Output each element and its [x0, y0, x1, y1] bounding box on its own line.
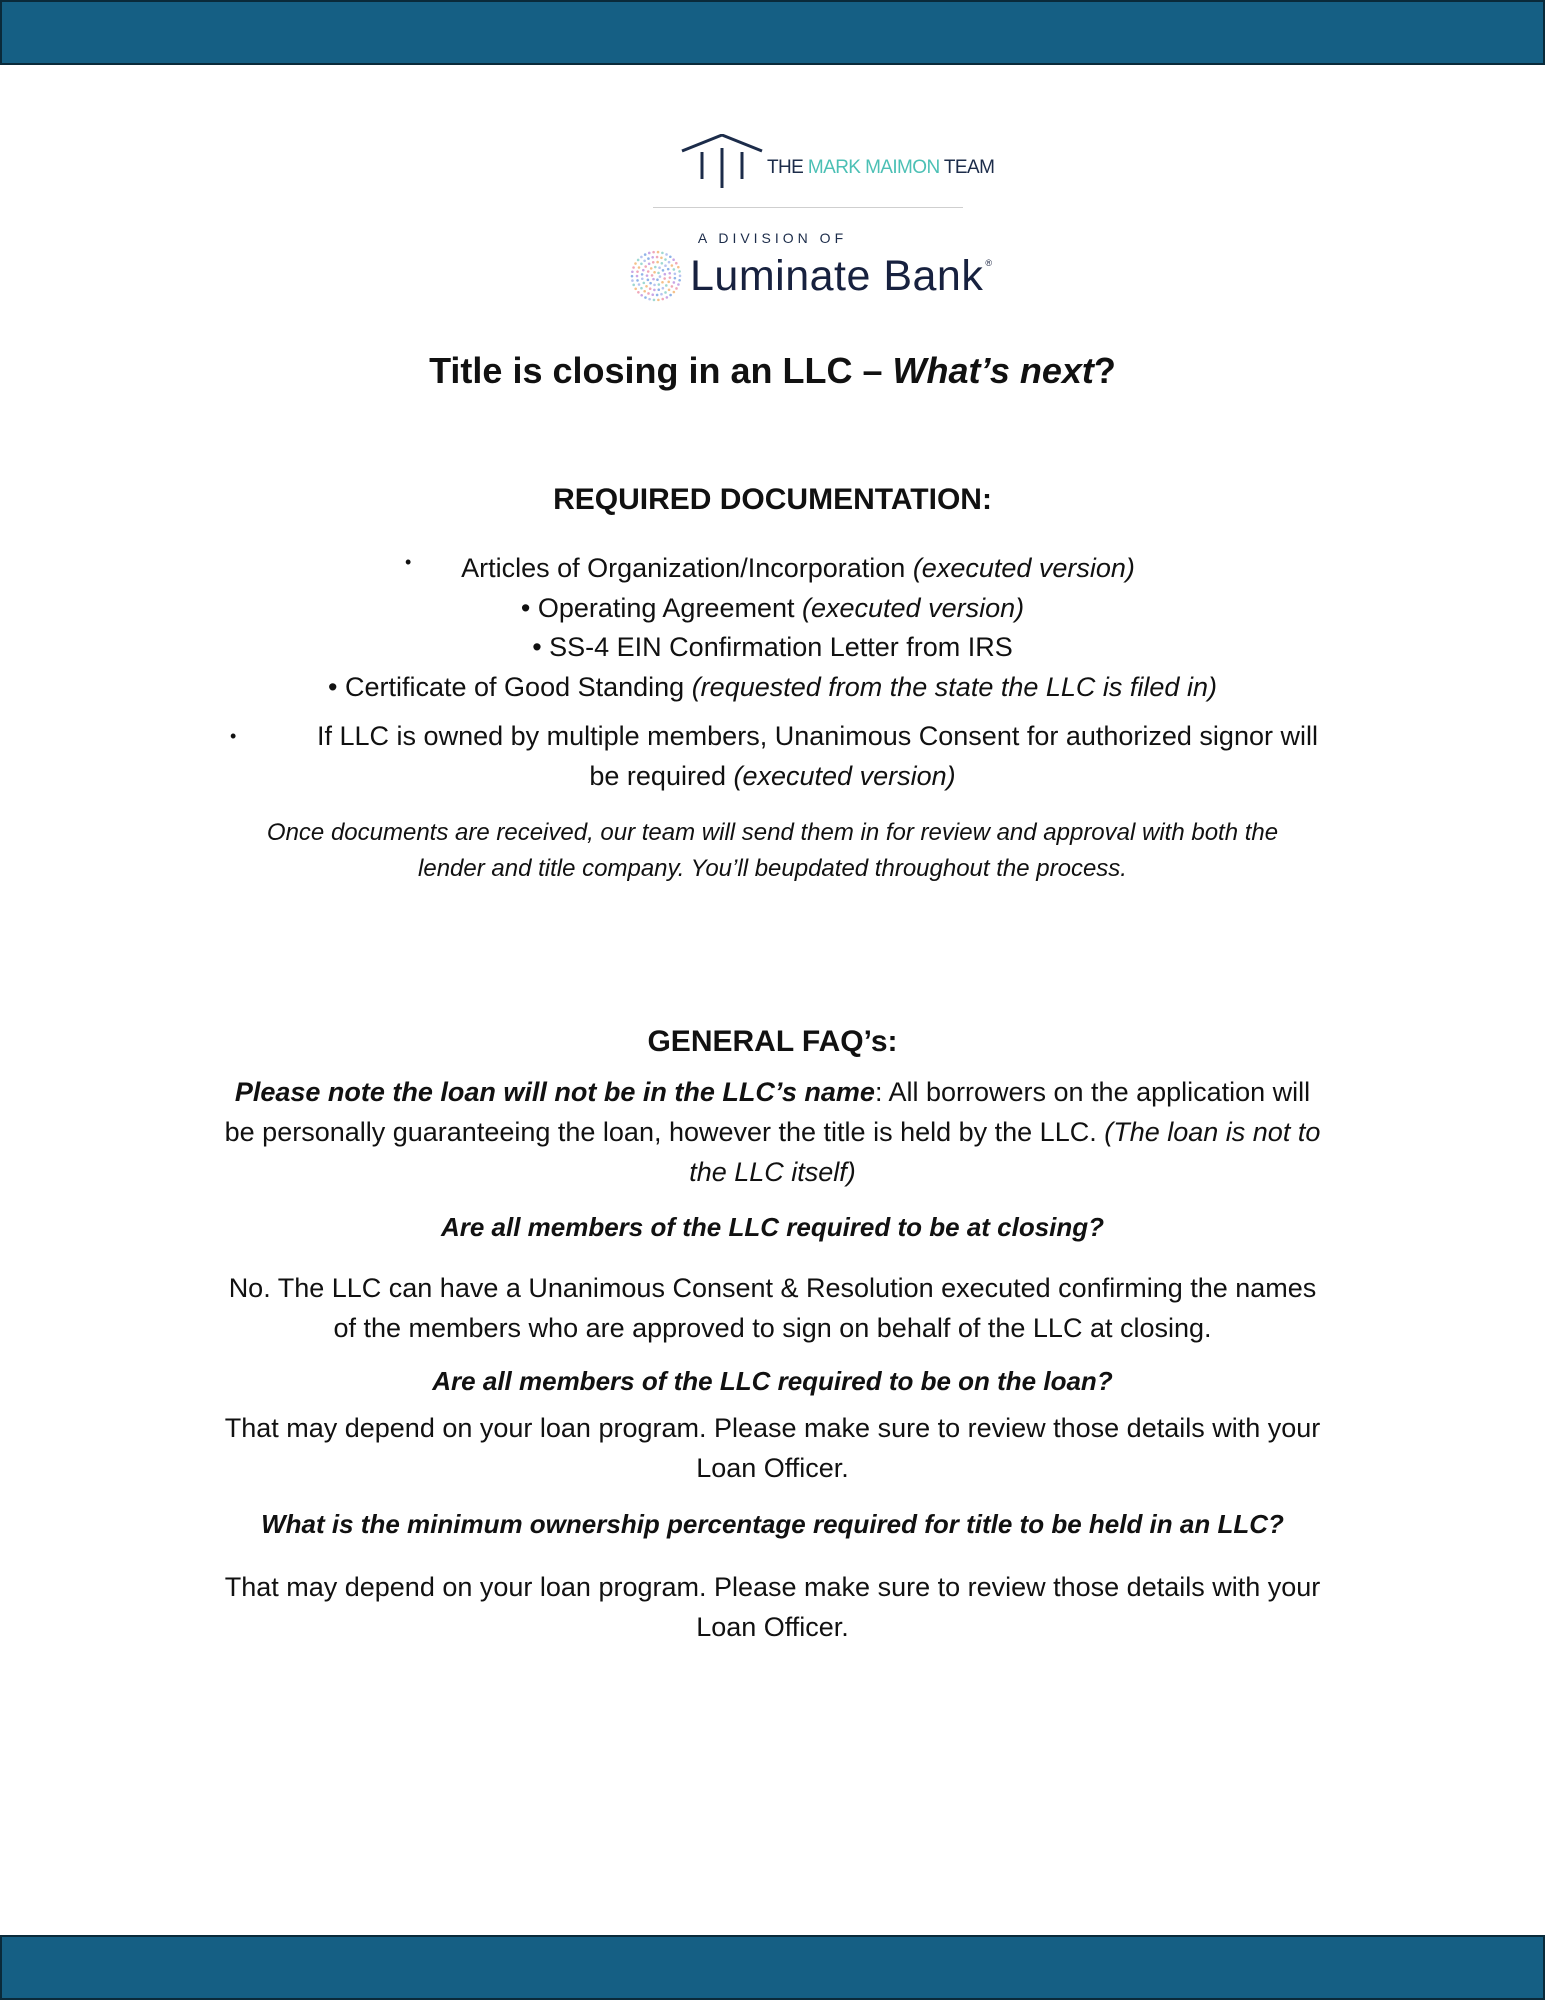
page-title: Title is closing in an LLC – What’s next?	[429, 350, 1116, 391]
doc-item-good-standing: • Certificate of Good Standing (requested from the state the LLC is filed in)	[328, 672, 1217, 702]
logo-block	[0, 128, 1545, 308]
faq-answer: That may depend on your loan program. Please make sure to review those details with your Loan Officer.	[224, 1572, 1321, 1642]
bullet-icon: •	[230, 726, 237, 746]
division-label: A DIVISION OF	[697, 230, 848, 246]
luminate-logo	[628, 248, 1008, 308]
team-wordmark: THE MARK MAIMON TEAM	[767, 157, 995, 178]
logo-divider	[653, 207, 963, 208]
faq-intro: Please note the loan will not be in the LLC’s name: All borrowers on the application will be personally guaranteeing the loan, however the title is held by the LLC. (The loan is not to the LLC itself)	[224, 1077, 1321, 1187]
required-heading: REQUIRED DOCUMENTATION:	[553, 483, 992, 516]
bottom-banner	[0, 1935, 1545, 2000]
bank-wordmark: Luminate Bank ®	[690, 252, 993, 300]
faq-answer: That may depend on your loan program. Please make sure to review those details with your Loan Officer.	[224, 1413, 1321, 1483]
house-logo-icon	[680, 134, 764, 190]
top-banner	[0, 0, 1545, 65]
faq-heading: GENERAL FAQ’s:	[647, 1025, 898, 1058]
dotted-sphere-icon	[628, 248, 684, 304]
faq-question: Are all members of the LLC required to be on the loan?	[432, 1366, 1113, 1396]
faq-answer: No. The LLC can have a Unanimous Consent & Resolution executed confirming the names of the members who are approved to sign on behalf of the LLC at closing.	[228, 1273, 1317, 1343]
doc-item-articles: • Articles of Organization/Incorporation (executed version)	[0, 548, 1545, 588]
doc-item-consent: • If LLC is owned by multiple members, Unanimous Consent for authorized signor will be required (executed version)	[190, 716, 1355, 796]
faq-question: Are all members of the LLC required to be at closing?	[440, 1212, 1105, 1242]
doc-item-operating: • Operating Agreement (executed version)	[520, 593, 1025, 623]
doc-item-ein: • SS-4 EIN Confirmation Letter from IRS	[532, 632, 1013, 662]
faq-question: What is the minimum ownership percentage required for title to be held in an LLC?	[261, 1509, 1284, 1539]
team-logo	[680, 134, 995, 190]
bullet-icon: •	[405, 552, 412, 572]
review-note: Once documents are received, our team will send them in for review and approval with both the lender and title company. You’ll beupdated throughout the process.	[266, 819, 1279, 882]
